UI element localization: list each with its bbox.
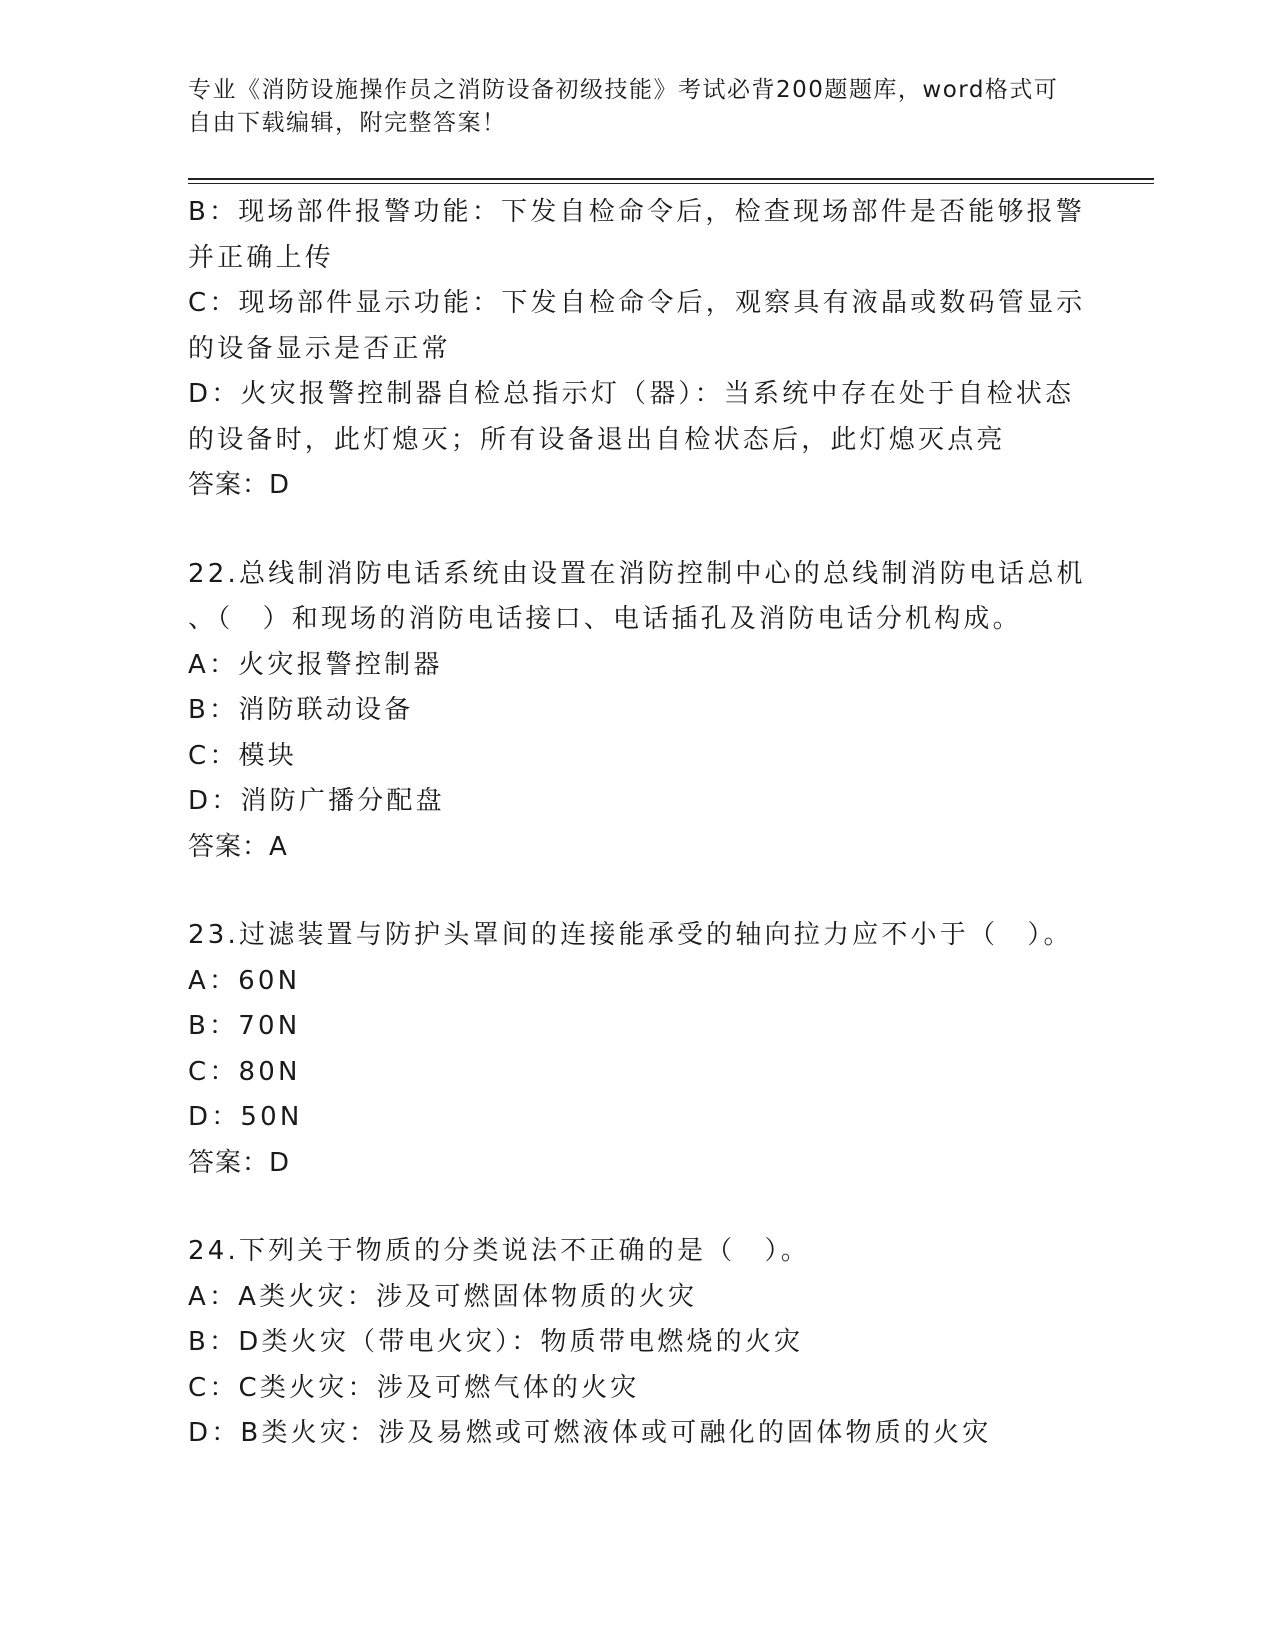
option-c: C：C类火灾：涉及可燃气体的火灾: [188, 1372, 640, 1403]
option-b: B：70N: [188, 1011, 301, 1041]
question-list: [188, 190, 1088, 1457]
option-a: A：A类火灾：涉及可燃固体物质的火灾: [188, 1281, 698, 1312]
question-stem-line-1: 22.总线制消防电话系统由设置在消防控制中心的总线制消防电话总机: [188, 558, 1086, 589]
header-divider-thin: [188, 183, 1154, 184]
document-header: [188, 74, 1068, 140]
option-b-line-1: B：现场部件报警功能：下发自检命令后，检查现场部件是否能够报警: [188, 197, 1086, 227]
question-stem: 23.过滤装置与防护头罩间的连接能承受的轴向拉力应不小于（ ）。: [188, 920, 1073, 950]
option-c: C：模块: [188, 740, 297, 771]
option-b: B：D类火灾（带电火灾）：物质带电燃烧的火灾: [188, 1327, 804, 1357]
option-d: D：50N: [188, 1102, 303, 1132]
option-d: D：B类火灾：涉及易燃或可燃液体或可融化的固体物质的火灾: [188, 1418, 992, 1448]
question-stem: 24.下列关于物质的分类说法不正确的是（ ）。: [188, 1236, 810, 1266]
option-a: A：60N: [188, 965, 301, 996]
option-d-line-2: 的设备时，此灯熄灭；所有设备退出自检状态后，此灯熄灭点亮: [188, 424, 1006, 455]
question-23: [188, 913, 1088, 1186]
option-c-line-1: C：现场部件显示功能：下发自检命令后，观察具有液晶或数码管显示: [188, 288, 1086, 318]
option-a: A：火灾报警控制器: [188, 649, 443, 680]
header-line-1: 专业《消防设施操作员之消防设备初级技能》考试必背200题题库，word格式可: [188, 77, 1059, 103]
answer-23: 答案：D: [188, 1147, 291, 1178]
answer-22: 答案：A: [188, 831, 288, 862]
question-22: [188, 552, 1088, 871]
option-b: B：消防联动设备: [188, 695, 414, 725]
question-21-continued: [188, 190, 1088, 509]
header-divider-thick: [188, 178, 1154, 180]
option-b-line-2: 并正确上传: [188, 242, 335, 273]
question-stem-line-2: 、（ ）和现场的消防电话接口、电话插孔及消防电话分机构成。: [188, 604, 1022, 634]
header-line-2: 自由下载编辑，附完整答案！: [188, 110, 507, 136]
question-24: [188, 1229, 1088, 1457]
option-d: D：消防广播分配盘: [188, 786, 445, 816]
option-c: C：80N: [188, 1056, 301, 1087]
option-c-line-2: 的设备显示是否正常: [188, 333, 451, 364]
option-d-line-1: D：火灾报警控制器自检总指示灯（器）：当系统中存在处于自检状态: [188, 379, 1075, 409]
answer-21: 答案：D: [188, 470, 291, 500]
